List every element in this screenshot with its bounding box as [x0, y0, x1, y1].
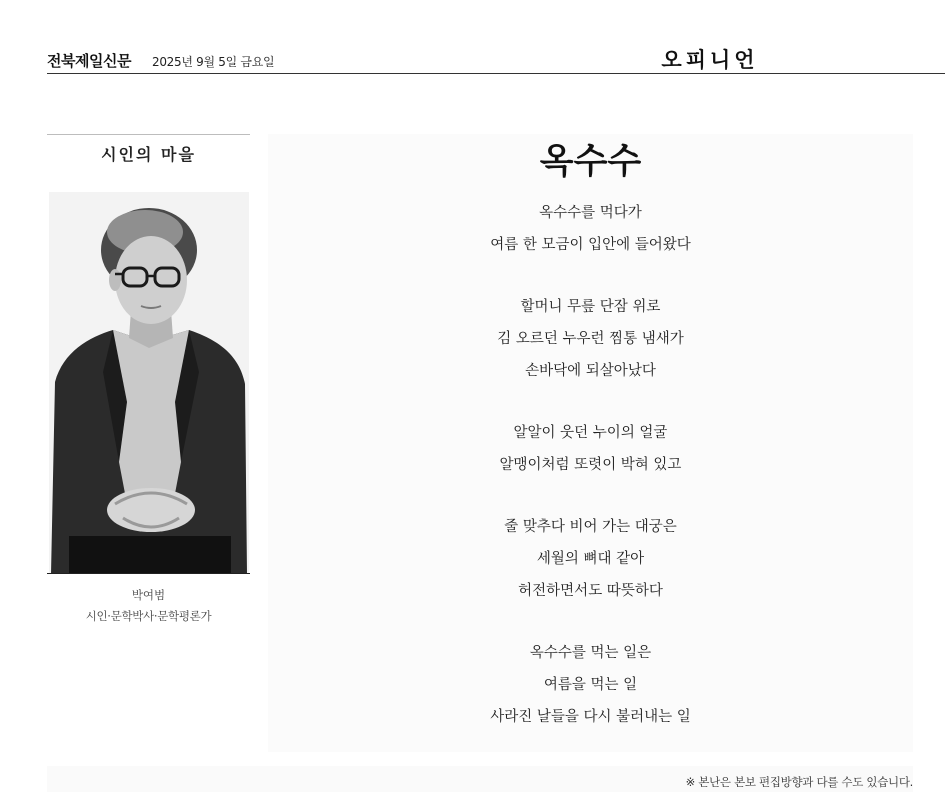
sidebar-bottom-divider	[47, 573, 250, 574]
poem-line: 알맹이처럼 또렷이 박혀 있고	[499, 457, 682, 473]
poem-panel	[268, 134, 913, 752]
poem-line: 여름 한 모금이 입안에 들어왔다	[490, 237, 691, 253]
poem-line: 사라진 날들을 다시 불러내는 일	[490, 709, 691, 725]
poem-line: 김 오르던 누우런 찜통 냄새가	[497, 331, 684, 347]
author-name: 박여범	[131, 588, 166, 602]
stanza	[268, 641, 913, 737]
section-title: 오피니언	[661, 48, 759, 72]
poem-title: 옥수수	[539, 141, 642, 182]
masthead	[0, 0, 945, 74]
issue-date: 2025년 9월 5일 금요일	[152, 55, 275, 69]
stanza	[268, 201, 913, 265]
poem-line: 옥수수를 먹다가	[539, 205, 642, 221]
stanza	[268, 421, 913, 485]
poem-body	[268, 201, 913, 767]
sidebar-top-divider	[47, 134, 250, 135]
poem-line: 알알이 웃던 누이의 얼굴	[513, 425, 668, 441]
column-name: 시인의 마을	[101, 145, 196, 164]
header-divider	[47, 73, 945, 74]
stanza	[268, 515, 913, 611]
poem-line: 옥수수를 먹는 일은	[529, 645, 652, 661]
editorial-disclaimer: ※ 본난은 본보 편집방향과 다를 수도 있습니다.	[685, 775, 913, 789]
stanza	[268, 295, 913, 391]
poem-line: 여름을 먹는 일	[543, 677, 638, 693]
column-sidebar	[47, 134, 250, 654]
author-title: 시인·문학박사·문학평론가	[85, 609, 212, 623]
poem-line: 줄 맞추다 비어 가는 대궁은	[504, 519, 677, 535]
poem-line: 손바닥에 되살아났다	[525, 363, 656, 379]
poem-line: 할머니 무릎 단잠 위로	[520, 299, 661, 315]
author-portrait	[49, 192, 249, 574]
poem-line: 허전하면서도 따뜻하다	[518, 583, 663, 599]
poem-line: 세월의 뼈대 같아	[536, 551, 645, 567]
newspaper-name: 전북제일신문	[47, 52, 131, 70]
